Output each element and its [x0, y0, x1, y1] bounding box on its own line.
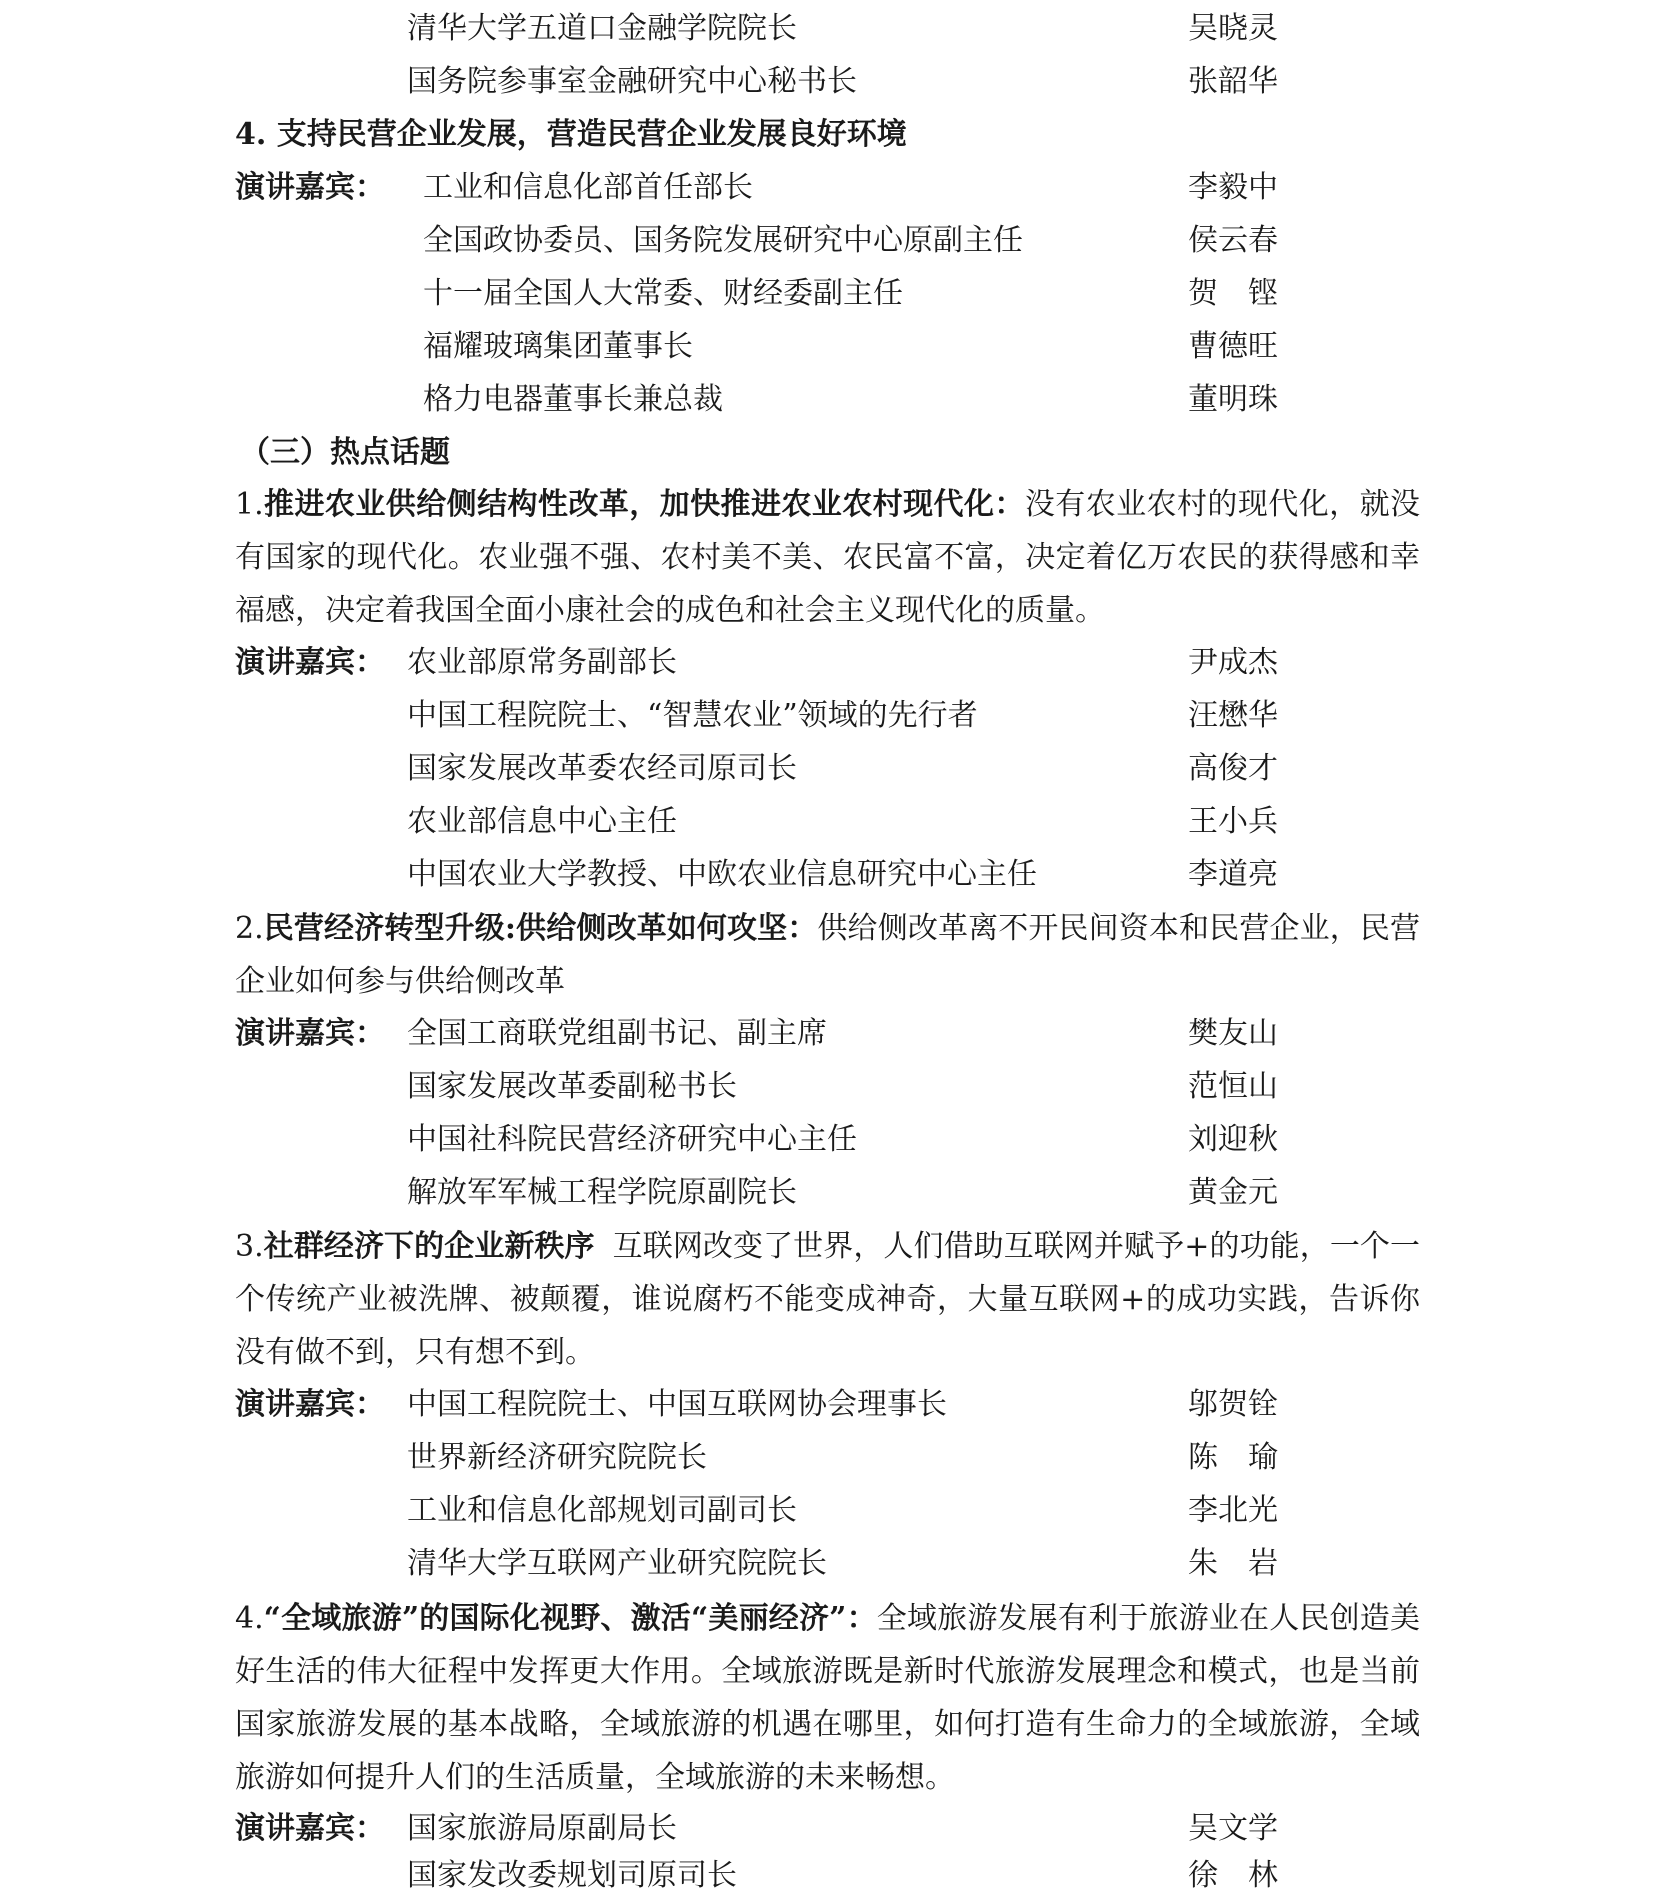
topic-title: 民营经济转型升级:供给侧改革如何攻坚： [263, 911, 818, 946]
speaker-name: 高俊才 [1188, 751, 1278, 786]
speaker-name: 范恒山 [1188, 1069, 1278, 1104]
speaker-row [235, 850, 1420, 900]
speaker-title: 国家发改委规划司原司长 [407, 1858, 737, 1893]
topic-number: 1. [235, 487, 264, 522]
speaker-title: 农业部原常务副部长 [407, 645, 677, 680]
speaker-name: 陈 瑜 [1188, 1440, 1278, 1475]
speaker-title: 解放军军械工程学院原副院长 [407, 1175, 797, 1210]
speaker-title: 中国工程院院士、“智慧农业”领域的先行者 [407, 698, 978, 733]
speaker-name: 张韶华 [1188, 64, 1278, 99]
speaker-name: 黄金元 [1188, 1175, 1278, 1210]
topic-paragraph [235, 902, 1420, 1008]
topic-body: 全域旅游发展有利于旅游业在人民创造美好生活的伟大征程中发挥更大作用。全域旅游既是新时代旅游发展理念和模式，也是当前国家旅游发展的基本战略，全域旅游的机遇在哪里，如何打造有生命力的全域旅游，全域旅游如何提升人们的生活质量，全域旅游的未来畅想。 [235, 1601, 1420, 1795]
topic-title: 社群经济下的企业新秩序 [263, 1229, 595, 1264]
speaker-title: 格力电器董事长兼总裁 [423, 382, 723, 417]
topic-paragraph [235, 1220, 1420, 1379]
speaker-name: 贺 铿 [1188, 276, 1278, 311]
speaker-row [235, 691, 1420, 741]
speaker-title: 全国政协委员、国务院发展研究中心原副主任 [423, 223, 1023, 258]
speaker-title: 工业和信息化部规划司副司长 [407, 1493, 797, 1528]
speaker-title: 国家旅游局原副局长 [407, 1811, 677, 1846]
speaker-row [235, 1168, 1420, 1218]
speaker-row [235, 269, 1420, 319]
topic-heading: 4. 支持民营企业发展，营造民营企业发展良好环境 [235, 117, 907, 152]
topic-body: 没有农业农村的现代化，就没有国家的现代化。农业强不强、农村美不美、农民富不富，决定着亿万农民的获得感和幸福感，决定着我国全面小康社会的成色和社会主义现代化的质量。 [235, 487, 1420, 628]
speaker-title: 世界新经济研究院院长 [407, 1440, 707, 1475]
speaker-name: 王小兵 [1188, 804, 1278, 839]
speaker-name: 刘迎秋 [1188, 1122, 1278, 1157]
speaker-title: 清华大学互联网产业研究院院长 [407, 1546, 827, 1581]
speaker-row [235, 1433, 1420, 1483]
speaker-title: 中国社科院民营经济研究中心主任 [407, 1122, 857, 1157]
topic-title: “全域旅游”的国际化视野、激活“美丽经济”： [263, 1601, 877, 1636]
speaker-title: 工业和信息化部首任部长 [423, 170, 753, 205]
speaker-row [235, 1380, 1420, 1430]
speaker-title: 福耀玻璃集团董事长 [423, 329, 693, 364]
speaker-name: 邬贺铨 [1188, 1387, 1278, 1422]
topic-body: 供给侧改革离不开民间资本和民营企业，民营企业如何参与供给侧改革 [235, 911, 1421, 999]
speaker-row [235, 375, 1420, 425]
topic-body: 互联网改变了世界，人们借助互联网并赋予+的功能，一个一个传统产业被洗牌、被颠覆，谁说腐朽不能变成神奇，大量互联网+的成功实践，告诉你没有做不到，只有想不到。 [235, 1229, 1421, 1370]
topic-paragraph [235, 478, 1420, 637]
speaker-name: 尹成杰 [1188, 645, 1278, 680]
speaker-title: 国务院参事室金融研究中心秘书长 [407, 64, 857, 99]
speaker-title: 清华大学五道口金融学院院长 [407, 11, 797, 46]
speaker-label: 演讲嘉宾： [235, 170, 385, 205]
speaker-title: 国家发展改革委农经司原司长 [407, 751, 797, 786]
topic-number: 3. [235, 1229, 264, 1264]
speaker-label: 演讲嘉宾： [235, 1016, 385, 1051]
section-heading: （三）热点话题 [240, 435, 450, 470]
speaker-title: 农业部信息中心主任 [407, 804, 677, 839]
speaker-row [235, 638, 1420, 688]
speaker-name: 樊友山 [1188, 1016, 1278, 1051]
speaker-row [235, 1062, 1420, 1112]
topic-title: 推进农业供给侧结构性改革，加快推进农业农村现代化： [263, 487, 1025, 522]
topic-number: 4. [235, 1601, 264, 1636]
speaker-title: 全国工商联党组副书记、副主席 [407, 1016, 827, 1051]
speaker-name: 吴晓灵 [1188, 11, 1278, 46]
speaker-row [235, 744, 1420, 794]
speaker-name: 朱 岩 [1188, 1546, 1278, 1581]
topic-paragraph [235, 1592, 1420, 1804]
speaker-name: 徐 林 [1188, 1858, 1278, 1893]
speaker-name: 董明珠 [1188, 382, 1278, 417]
speaker-title: 中国农业大学教授、中欧农业信息研究中心主任 [407, 857, 1037, 892]
speaker-name: 李北光 [1188, 1493, 1278, 1528]
speaker-label: 演讲嘉宾： [235, 645, 385, 680]
speaker-row [235, 1115, 1420, 1165]
speaker-row [235, 216, 1420, 266]
speaker-row [235, 1539, 1420, 1589]
speaker-name: 李毅中 [1188, 170, 1278, 205]
speaker-row [235, 4, 1420, 54]
speaker-row [235, 1851, 1420, 1901]
speaker-name: 李道亮 [1188, 857, 1278, 892]
speaker-name: 吴文学 [1188, 1811, 1278, 1846]
topic-number: 2. [235, 911, 264, 946]
speaker-row [235, 163, 1420, 213]
speaker-row [235, 1804, 1420, 1854]
speaker-name: 侯云春 [1188, 223, 1278, 258]
speaker-name: 汪懋华 [1188, 698, 1278, 733]
speaker-row [235, 322, 1420, 372]
speaker-row [235, 797, 1420, 847]
speaker-row [235, 1009, 1420, 1059]
speaker-name: 曹德旺 [1188, 329, 1278, 364]
speaker-title: 十一届全国人大常委、财经委副主任 [423, 276, 903, 311]
speaker-title: 中国工程院院士、中国互联网协会理事长 [407, 1387, 947, 1422]
speaker-label: 演讲嘉宾： [235, 1387, 385, 1422]
speaker-label: 演讲嘉宾： [235, 1811, 385, 1846]
speaker-title: 国家发展改革委副秘书长 [407, 1069, 737, 1104]
speaker-row [235, 1486, 1420, 1536]
speaker-row [235, 57, 1420, 107]
